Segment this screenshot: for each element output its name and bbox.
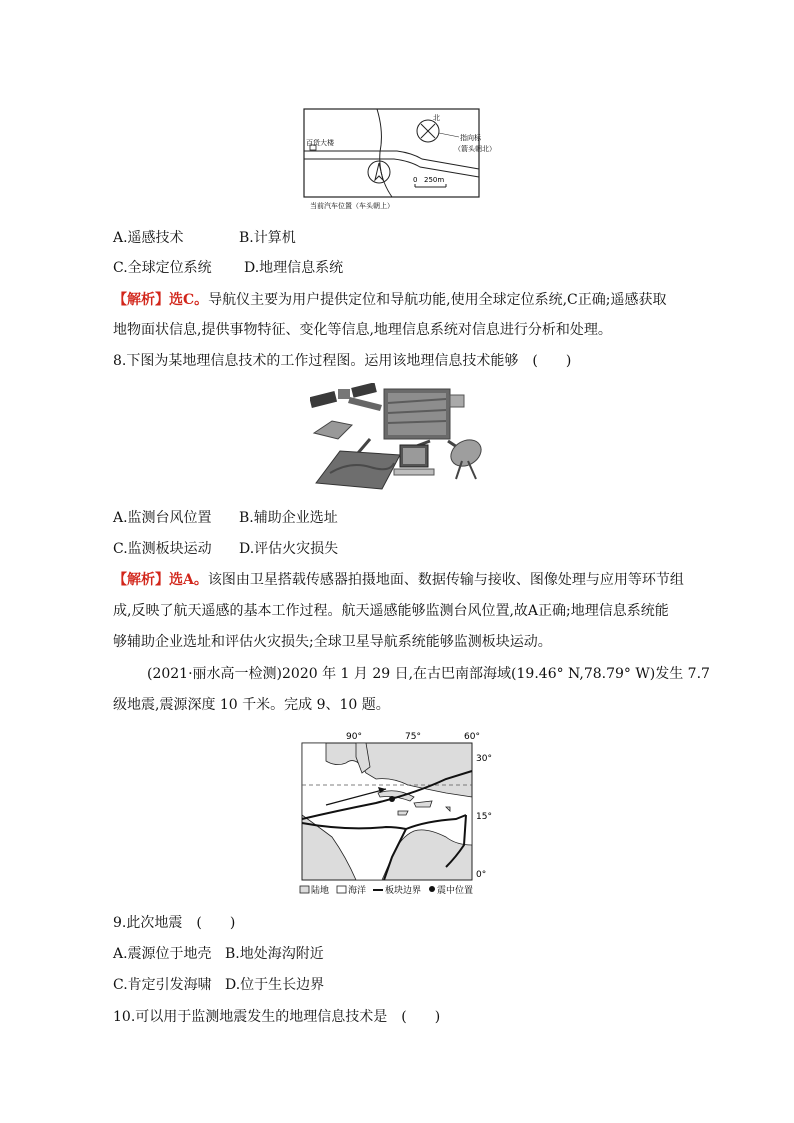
q9-option-c: C.肯定引发海啸 — [113, 977, 212, 993]
lat-30-label: 30° — [476, 754, 492, 764]
q8-option-b: B.辅助企业选址 — [239, 510, 338, 526]
q7-option-a: A.遥感技术 — [113, 230, 184, 246]
caribbean-plate-map — [296, 727, 506, 899]
q9-option-d: D.位于生长边界 — [225, 977, 325, 993]
scale-value: 250m — [424, 176, 445, 184]
q7-options-row-1 — [113, 228, 296, 248]
compass-label-note: （箭头朝北） — [454, 145, 496, 153]
q7-answer: 选C。 — [169, 292, 209, 308]
navigation-map-figure — [302, 107, 512, 213]
q8-option-d: D.评估火灾损失 — [239, 541, 339, 557]
figure-caption: 当前汽车位置（车头朝上） — [310, 202, 394, 210]
q8-answer: 选A。 — [169, 572, 208, 588]
legend-land: 陆地 — [311, 886, 330, 896]
remote-sensing-process-figure — [310, 383, 490, 491]
analysis-tag: 【解析】 — [113, 292, 169, 308]
q7-explanation-text: 导航仪主要为用户提供定位和导航功能,使用全球定位系统,C正确;遥感获取 — [208, 292, 667, 308]
map-legend — [300, 884, 473, 896]
q8-stem: 8.下图为某地理信息技术的工作过程图。运用该地理信息技术能够 ( ) — [113, 353, 572, 369]
q7-explanation-line-1 — [113, 290, 666, 310]
context-line-1: (2021·丽水高一检测)2020 年 1 月 29 日,在古巴南部海域(19.46° N,78.79° W)发生 7.7 — [147, 666, 710, 682]
lon-90-label: 90° — [346, 732, 362, 742]
legend-epicenter: 震中位置 — [437, 886, 474, 896]
lon-60-label: 60° — [464, 732, 480, 742]
analysis-tag: 【解析】 — [113, 572, 169, 588]
q9-option-a: A.震源位于地壳 — [113, 946, 212, 962]
image-stack-icon — [384, 389, 464, 439]
q8-option-c: C.监测板块运动 — [113, 541, 212, 557]
q9-option-b: B.地处海沟附近 — [225, 946, 324, 962]
q7-option-c: C.全球定位系统 — [113, 260, 212, 276]
legend-boundary: 板块边界 — [385, 886, 422, 896]
q9-options-row-2 — [113, 975, 325, 995]
building-label: 百货大楼 — [306, 139, 334, 147]
scale-zero: 0 — [413, 176, 418, 184]
q8-explanation-line-1 — [113, 570, 684, 590]
q8-options-row-2 — [113, 539, 339, 559]
q8-option-a: A.监测台风位置 — [113, 510, 212, 526]
epicenter-marker-icon — [389, 796, 395, 802]
q8-options-row-1 — [113, 508, 338, 528]
q8-explanation-line-3: 够辅助企业选址和评估火灾损失;全球卫星导航系统能够监测板块运动。 — [113, 634, 552, 650]
q7-option-b: B.计算机 — [239, 230, 296, 246]
q9-options-row-1 — [113, 944, 324, 964]
compass-north-label: 北 — [433, 114, 440, 122]
q8-explanation-text: 该图由卫星搭载传感器拍摄地面、数据传输与接收、图像处理与应用等环节组 — [207, 572, 684, 588]
q7-explanation-line-2: 地物面状信息,提供事物特征、变化等信息,地理信息系统对信息进行分析和处理。 — [113, 322, 612, 338]
q8-explanation-line-2: 成,反映了航天遥感的基本工作过程。航天遥感能够监测台风位置,故A正确;地理信息系统能 — [113, 603, 669, 619]
q10-stem: 10.可以用于监测地震发生的地理信息技术是 ( ) — [113, 1009, 441, 1025]
context-line-2: 级地震,震源深度 10 千米。完成 9、10 题。 — [113, 697, 390, 713]
legend-ocean: 海洋 — [348, 886, 367, 896]
satellite-dish-icon — [446, 435, 486, 479]
lat-15-label: 15° — [476, 812, 492, 822]
q7-option-d: D.地理信息系统 — [244, 260, 344, 276]
compass-label: 指向标 — [460, 134, 481, 142]
q9-stem: 9.此次地震 ( ) — [113, 915, 236, 931]
q7-options-row-2 — [113, 258, 344, 278]
lon-75-label: 75° — [405, 732, 421, 742]
lat-0-label: 0° — [476, 870, 487, 880]
computer-icon — [394, 445, 434, 475]
